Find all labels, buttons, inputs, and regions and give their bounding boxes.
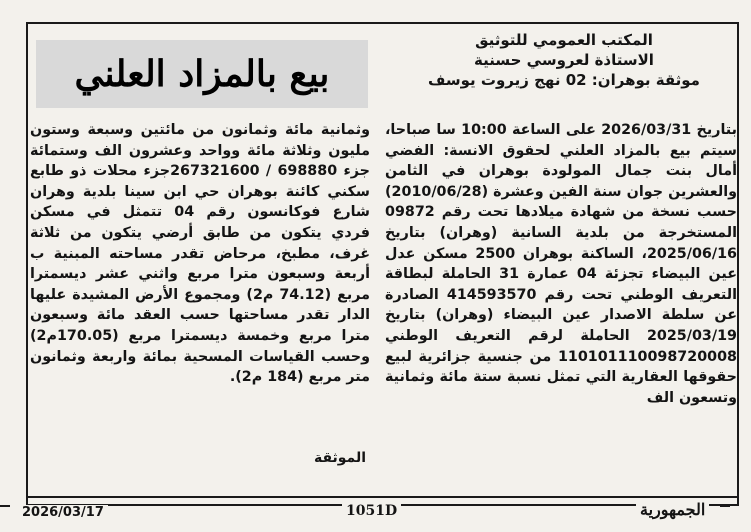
office-address: موثقة بوهران: 02 نهج زيروت يوسف	[428, 71, 700, 89]
notice-code: 1051D	[342, 503, 401, 519]
notice-left-column	[30, 34, 370, 474]
publication-date: 2026/03/17	[18, 505, 108, 520]
notice-body-continued: وثمانية مائة وثمانون من مائتين وسبعة وستون مليون وثلاثة مائة وواحد وعشرون الف وستمائة جزء 698880 / 267321600جزء محلات ذو طابع سكني كائنة بوهران حي ابن سينا بلدية وهران شارع فوكانسون رقم 04 تتمثل في مسكن فردي يتكون من طابق أرضي يتكون من ثلاثة غرف، مطبخ، مرحاض تقدر مساحته المبنية ب أربعة وسبعون مترا مربع واثني عشر ديسمترا مربع (74.12 م2) ومجموع الأرض المشيدة عليها الدار تقدر مساحتها حسب العقد مائة وسبعون مترا مربع وخمسة ديسمترا مربع (170.05م2) وحسب القياسات المسحية بمائة واربعة وثمانون متر مربع (184 م2).	[30, 122, 370, 386]
auction-title: بيع بالمزاد العلني	[36, 40, 368, 108]
notary-signature-label: الموثقة	[313, 450, 366, 466]
notice-right-column	[380, 30, 737, 475]
notary-name: الاستاذة لعروسي حسنية	[474, 51, 654, 69]
footer-tick	[0, 505, 10, 507]
newspaper-logo: الجمهورية	[636, 500, 709, 519]
office-name: المكتب العمومي للتوثيق	[475, 31, 653, 49]
notice-body: بتاريخ 2026/03/31 على الساعة 10:00 سا صباحا، سيتم بيع بالمزاد العلني لحقوق الانسة: الفضي أمال بنت جمال المولودة بوهران في الثامن والعشرين جوان سنة الفين وعشرة (2010/06/28) حسب نسخة من شهادة ميلادها تحت رقم 09872 المستخرجة من بلدية السانية (وهران) بتاريخ 2025/06/16، الساكنة بوهران 2500 مسكن عدل عين البيضاء تجزئة 04 عمارة 31 الحاملة لبطاقة التعريف الوطني تحت رقم 414593570 الصادرة عن سلطة الاصدار عين البيضاء (وهران) بتاريخ 2025/03/19 الحاملة لرقم التعريف الوطني 110101110098720008 من جنسية جزائرية لبيع حقوقها العقارية التي تمثل نسبة ستة مائة وثمانية وتسعون الف	[385, 122, 738, 406]
office-header	[399, 30, 729, 90]
footer-tick	[720, 505, 730, 507]
